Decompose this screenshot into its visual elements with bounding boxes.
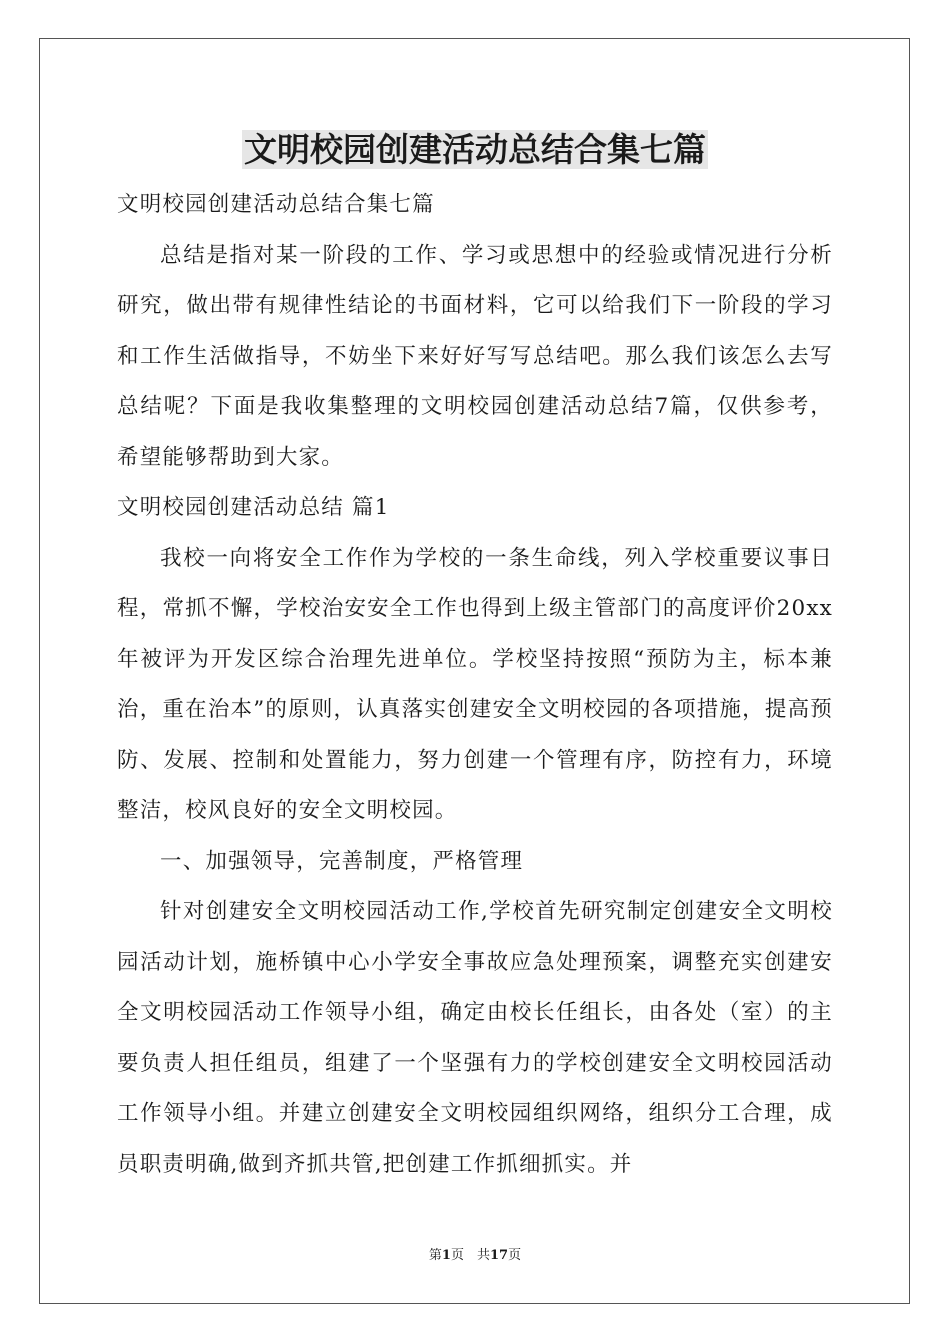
footer-mid: 页 共 <box>450 1248 490 1263</box>
page-footer <box>0 1247 950 1265</box>
title-text: 文明校园创建活动总结合集七篇 <box>244 130 706 169</box>
paragraph-subtitle: 文明校园创建活动总结合集七篇 <box>117 192 435 217</box>
document-title <box>0 128 950 172</box>
document-body <box>117 180 833 1190</box>
footer-prefix: 第 <box>428 1248 442 1263</box>
footer-page-current: 1 <box>441 1248 451 1263</box>
footer-page-total: 17 <box>489 1248 509 1263</box>
section-heading: 文明校园创建活动总结 篇1 <box>117 495 390 520</box>
paragraph-body-1: 我校一向将安全工作作为学校的一条生命线，列入学校重要议事日程，常抓不懈，学校治安安全工作也得到上级主管部门的高度评价20xx年被评为开发区综合治理先进单位。学校坚持按照“预防为主，标本兼治，重在治本”的原则，认真落实创建安全文明校园的各项措施，提高预防、发展、控制和处置能力，努力创建一个管理有序，防控有力，环境整洁，校风良好的安全文明校园。 <box>117 545 833 823</box>
subheading-1: 一、加强领导，完善制度，严格管理 <box>160 848 524 874</box>
paragraph-body-2: 针对创建安全文明校园活动工作,学校首先研究制定创建安全文明校园活动计划，施桥镇中心小学安全事故应急处理预案，调整充实创建安全文明校园活动工作领导小组，确定由校长任组长，由各处（室）的主要负责人担任组员，组建了一个坚强有力的学校创建安全文明校园活动工作领导小组。并建立创建安全文明校园组织网络，组织分工合理，成员职责明确,做到齐抓共管,把创建工作抓细抓实。并 <box>117 899 833 1177</box>
footer-suffix: 页 <box>508 1248 522 1263</box>
paragraph-intro: 总结是指对某一阶段的工作、学习或思想中的经验或情况进行分析研究，做出带有规律性结论的书面材料，它可以给我们下一阶段的学习和工作生活做指导，不妨坐下来好好写写总结吧。那么我们该怎么去写总结呢？下面是我收集整理的文明校园创建活动总结7篇，仅供参考，希望能够帮助到大家。 <box>117 242 833 470</box>
